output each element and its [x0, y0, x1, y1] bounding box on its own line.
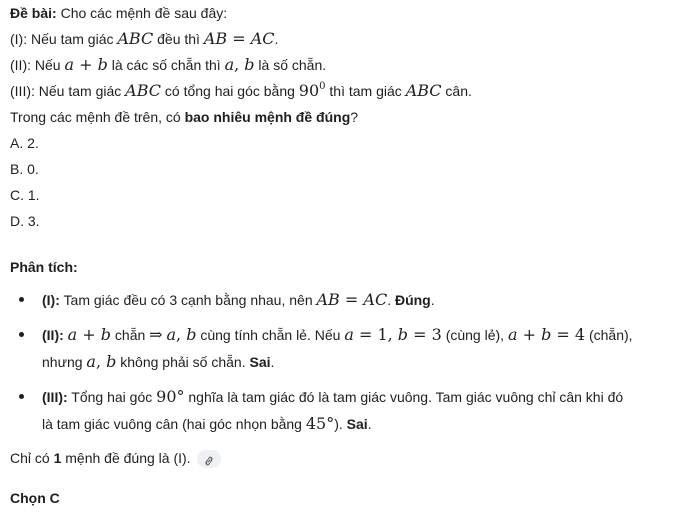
final-answer: Chọn C: [10, 490, 60, 506]
statement-3: (III): Nếu tam giác ABC có tổng hai góc bằng $90^0$ thì tam giác ABC cân.: [10, 81, 472, 100]
question: Trong các mệnh đề trên, có bao nhiêu mệnh đề đúng?: [10, 109, 359, 125]
analysis-item-3: (III): Tổng hai góc 90° nghĩa là tam giác đó là tam giác vuông. Tam giác vuông chỉ cân khi đó là tam giác vuông cân (hai góc nhọn bằng 45°). Sai.: [10, 383, 680, 437]
problem-label: Đề bài:: [10, 5, 57, 21]
statement-2: (II): Nếu a + b là các số chẵn thì a, b là số chẵn.: [10, 55, 327, 74]
option-b: B. 0.: [10, 161, 39, 177]
source-link-icon[interactable]: [197, 450, 221, 468]
answer-content: [10, 0, 680, 511]
option-d: D. 3.: [10, 213, 40, 229]
bullet-icon: [19, 394, 24, 399]
problem-intro: Đề bài: Cho các mệnh đề sau đây:: [10, 5, 228, 21]
analysis-list: [10, 286, 680, 437]
bullet-icon: [19, 332, 24, 337]
option-a: A. 2.: [10, 135, 39, 151]
conclusion: Chỉ có 1 mệnh đề đúng là (I).: [10, 445, 680, 471]
analysis-item-1: (I): Tam giác đều có 3 cạnh bằng nhau, nên AB = AC. Đúng.: [10, 286, 680, 313]
bullet-icon: [19, 297, 24, 302]
analysis-item-2: (II): a + b chẵn ⇒ a, b cùng tính chẵn lẻ. Nếu a = 1, b = 3 (cùng lẻ), a + b = 4 (chẵn), nhưng a, b không phải số chẵn. Sai.: [10, 321, 680, 375]
statement-1: (I): Nếu tam giác ABC đều thì AB = AC.: [10, 29, 279, 48]
analysis-heading: Phân tích:: [10, 259, 78, 275]
option-c: C. 1.: [10, 187, 40, 203]
